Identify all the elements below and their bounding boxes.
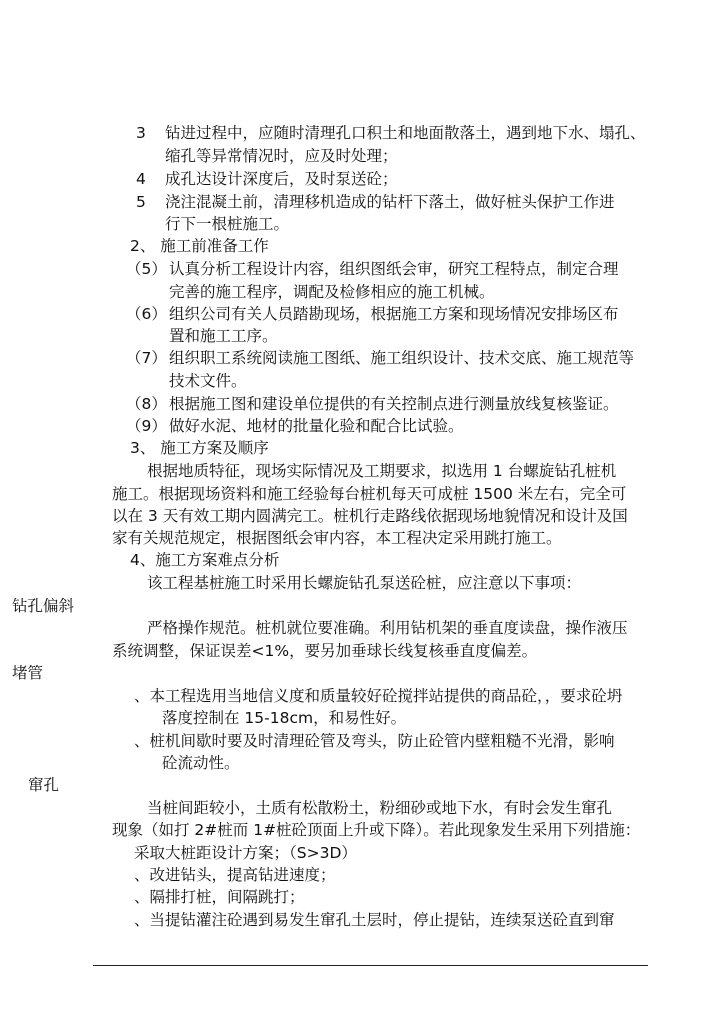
item-number: （9） <box>126 417 167 435</box>
item-number: 4 <box>136 170 146 188</box>
paragraph-line: 施工。根据现场资料和施工经验每台桩机每天可成桩 1500 米左右，完全可 <box>112 485 627 503</box>
section-4-heading: 4、施工方案难点分析 <box>130 551 280 569</box>
footer-divider <box>93 965 648 966</box>
item-text: 根据施工图和建设单位提供的有关控制点进行测量放线复核鉴证。 <box>169 395 619 413</box>
item-continuation: 落度控制在 15-18cm，和易性好。 <box>162 709 407 727</box>
item-text: 做好水泥、地材的批量化验和配合比试验。 <box>169 417 464 435</box>
item-text: 浇注混凝土前，清理移机造成的钻杆下落土，做好桩头保护工作进 <box>165 193 615 211</box>
paragraph-line: 采取大桩距设计方案；（S>3D） <box>134 844 357 862</box>
item-continuation: 缩孔等异常情况时，应及时处理； <box>165 147 398 165</box>
item-continuation: 技术文件。 <box>169 372 247 390</box>
paragraph-line: 当桩间距较小，土质有松散粉土，粉细砂或地下水，有时会发生窜孔 <box>147 799 613 817</box>
blockage-item: 、本工程选用当地信义度和质量较好砼搅拌站提供的商品砼，，要求砼坍 <box>134 687 623 705</box>
paragraph-line: 现象（如打 2#桩而 1#桩砼顶面上升或下降）。若此现象发生采用下列措施： <box>112 821 641 839</box>
pipe-blockage-label: 堵管 <box>12 664 44 682</box>
blockage-item: 、桩机间歇时要及时清理砼管及弯头，防止砼管内壁粗糙不光滑，影响 <box>134 732 615 750</box>
item-text: 钻进过程中，应随时清理孔口积土和地面散落土，遇到地下水、塌孔、 <box>165 124 646 142</box>
item-continuation: 完善的施工程序，调配及检修相应的施工机械。 <box>169 283 495 301</box>
paragraph-line: 根据地质特征，现场实际情况及工期要求，拟选用 1 台螺旋钻孔桩机 <box>147 462 617 480</box>
prep-item-5 <box>126 258 619 280</box>
list-item-5 <box>136 191 615 213</box>
item-continuation: 砼流动性。 <box>162 754 240 772</box>
section-2-heading: 2、 施工前准备工作 <box>130 237 269 255</box>
drilling-deviation-label: 钻孔偏斜 <box>12 597 75 615</box>
measure-item: 、改进钻头，提高钻进速度； <box>134 866 336 884</box>
list-item-4 <box>136 168 398 190</box>
prep-item-9 <box>126 415 464 437</box>
list-item-3 <box>136 122 646 144</box>
item-continuation: 行下一根桩施工。 <box>165 215 290 233</box>
item-number: （6） <box>126 305 167 323</box>
paragraph-line: 家有关规范规定，根据图纸会审内容，本工程决定采用跳打施工。 <box>112 529 562 547</box>
item-text: 组织公司有关人员踏勘现场，根据施工方案和现场情况安排场区布 <box>169 305 619 323</box>
section-3-heading: 3、 施工方案及顺序 <box>130 439 269 457</box>
item-text: 认真分析工程设计内容，组织图纸会审，研究工程特点，制定合理 <box>169 260 619 278</box>
prep-item-7 <box>126 347 634 369</box>
item-text: 成孔达设计深度后，及时泵送砼； <box>165 170 398 188</box>
section-4-intro: 该工程基桩施工时采用长螺旋钻孔泵送砼桩，应注意以下事项： <box>147 574 582 592</box>
paragraph-line: 以在 3 天有效工期内圆满完工。桩机行走路线依据现场地貌情况和设计及国 <box>112 507 628 525</box>
item-number: 5 <box>136 193 146 211</box>
item-number: （5） <box>126 260 167 278</box>
measure-item: 、隔排打桩，间隔跳打； <box>134 888 305 906</box>
measure-item: 、当提钻灌注砼遇到易发生窜孔土层时，停止提钻，连续泵送砼直到窜 <box>134 911 615 929</box>
item-number: （8） <box>126 395 167 413</box>
item-text: 组织职工系统阅读施工图纸、施工组织设计、技术交底、施工规范等 <box>169 349 635 367</box>
paragraph-line: 严格操作规范。桩机就位要准确。利用钻机架的垂直度读盘，操作液压 <box>147 619 628 637</box>
paragraph-line: 系统调整，保证误差<1%，要另加垂球长线复核垂直度偏差。 <box>112 642 538 660</box>
prep-item-6 <box>126 303 619 325</box>
item-number: （7） <box>126 349 167 367</box>
item-continuation: 置和施工工序。 <box>169 327 278 345</box>
prep-item-8 <box>126 393 619 415</box>
channeling-label: 窜孔 <box>28 776 60 794</box>
item-number: 3 <box>136 124 146 142</box>
